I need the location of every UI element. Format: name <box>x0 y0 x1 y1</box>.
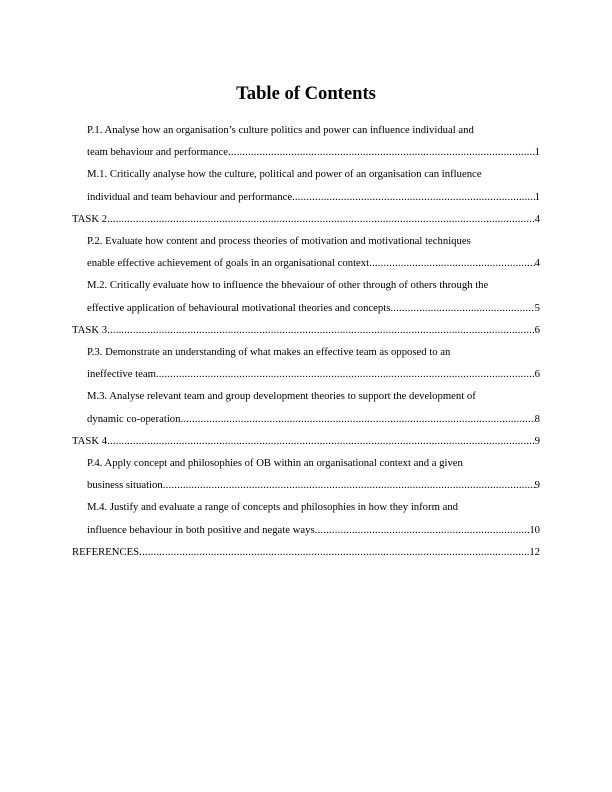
toc-entry-text: P.3. Demonstrate an understanding of what makes an effective team as opposed to an <box>87 346 451 359</box>
dot-leader <box>292 186 535 208</box>
toc-page-number: 5 <box>534 301 540 314</box>
toc-entry-text: dynamic co-operation <box>87 412 181 425</box>
toc-entry-text: P.1. Analyse how an organisation’s culture politics and power can influence individual and <box>87 124 474 136</box>
toc-page-number: 6 <box>534 323 540 336</box>
toc-entry-text: TASK 4 <box>72 434 108 447</box>
toc-entry-text: M.3. Analyse relevant team and group development theories to support the development of <box>87 390 476 403</box>
toc-entry-text: M.2. Critically evaluate how to influence the bhevaiour of other through of others through the <box>87 279 489 292</box>
toc-page-number: 6 <box>534 368 540 381</box>
toc-entry-task2[interactable] <box>72 208 540 230</box>
toc-entry-text: business situation <box>87 479 163 492</box>
dot-leader <box>315 519 530 541</box>
toc-page-number: 1 <box>534 146 540 159</box>
toc-entry-task3[interactable] <box>72 319 540 341</box>
toc-entry-text: ineffective team <box>87 368 156 381</box>
toc-page-number: 8 <box>534 412 540 425</box>
toc-entry-text: M.1. Critically analyse how the culture, political and power of an organisation can influence <box>87 168 482 181</box>
dot-leader <box>139 541 529 563</box>
page-title: Table of Contents <box>236 83 376 104</box>
toc-page-number: 9 <box>534 479 540 492</box>
toc-entry-p3[interactable] <box>72 341 540 385</box>
toc-page-number: 1 <box>534 190 540 203</box>
toc-entry-m1[interactable] <box>72 163 540 207</box>
dot-leader <box>390 297 534 319</box>
toc-entry-text: TASK 3 <box>72 323 108 336</box>
toc-entry-text: P.2. Evaluate how content and process theories of motivation and motivational techniques <box>87 235 471 248</box>
toc-entry-references[interactable] <box>72 541 540 563</box>
toc-entry-text: M.4. Justify and evaluate a range of concepts and philosophies in how they inform and <box>87 501 459 514</box>
toc-entry-m3[interactable] <box>72 385 540 429</box>
dot-leader <box>228 141 535 163</box>
toc-entry-text: effective application of behavioural motivational theories and concepts <box>87 301 391 314</box>
toc-page-number: 10 <box>529 523 540 536</box>
toc-entry-text: enable effective achievement of goals in an organisational context <box>87 257 370 270</box>
toc-page-number: 4 <box>534 257 540 270</box>
dot-leader <box>107 319 535 341</box>
toc-entry-m4[interactable] <box>72 496 540 540</box>
dot-leader <box>107 208 535 230</box>
dot-leader <box>369 252 535 274</box>
toc-entry-p4[interactable] <box>72 452 540 496</box>
toc-page-number: 12 <box>529 545 540 558</box>
toc-entry-task4[interactable] <box>72 430 540 452</box>
dot-leader <box>156 363 535 385</box>
toc-entry-p1[interactable] <box>72 119 540 163</box>
toc-entry-text: team behaviour and performance <box>87 146 228 159</box>
toc-page-number: 9 <box>534 434 540 447</box>
toc-page-number: 4 <box>534 212 540 225</box>
table-of-contents <box>72 119 540 563</box>
toc-entry-p2[interactable] <box>72 230 540 274</box>
toc-entry-text: P.4. Apply concept and philosophies of OB within an organisational context and a given <box>87 457 463 470</box>
dot-leader <box>180 408 534 430</box>
toc-entry-text: influence behaviour in both positive and negate ways <box>87 523 315 536</box>
dot-leader <box>107 430 535 452</box>
dot-leader <box>163 474 535 496</box>
toc-entry-m2[interactable] <box>72 274 540 318</box>
toc-entry-text: individual and team behaviour and performance <box>87 190 293 203</box>
toc-entry-text: REFERENCES <box>72 545 140 558</box>
toc-entry-text: TASK 2 <box>72 212 108 225</box>
